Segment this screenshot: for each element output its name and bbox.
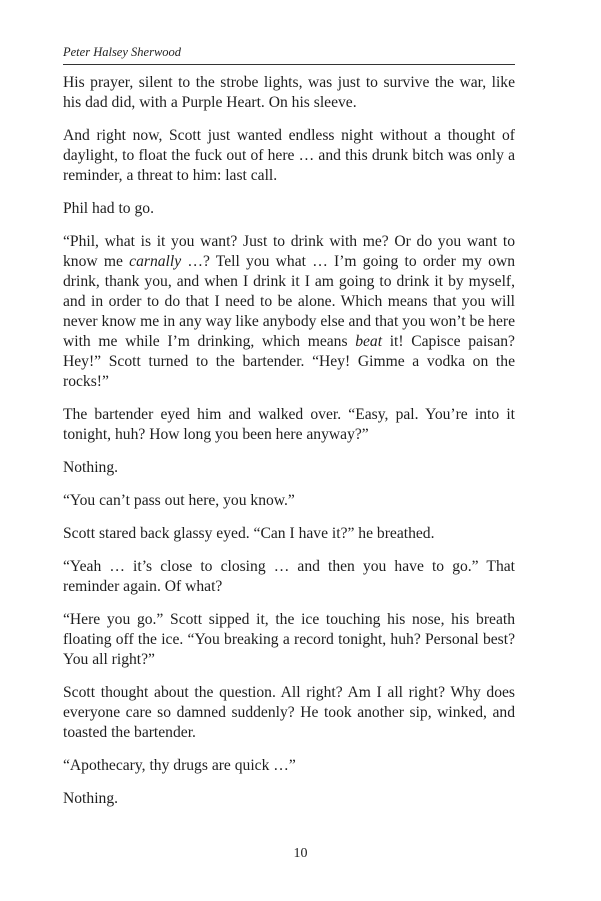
paragraph: The bartender eyed him and walked over. “Easy, pal. You’re into it tonight, huh? How long you been here anyway?” bbox=[63, 406, 515, 443]
paragraph: “Here you go.” Scott sipped it, the ice touching his nose, his breath floating off the ice. “You breaking a record tonight, huh? Personal best? You all right?” bbox=[63, 611, 515, 668]
body-text bbox=[63, 73, 515, 822]
paragraph: His prayer, silent to the strobe lights, was just to survive the war, like his dad did, with a Purple Heart. On his sleeve. bbox=[63, 74, 515, 111]
paragraph: Scott thought about the question. All right? Am I all right? Why does everyone care so damned suddenly? He took another sip, winked, and toasted the bartender. bbox=[63, 684, 515, 741]
paragraph: “Apothecary, thy drugs are quick …” bbox=[63, 757, 296, 774]
paragraph-text: it! Capisce paisan? Hey!” Scott turned to the bartender. “Hey! Gimme a vodka on the rocks!” bbox=[63, 333, 515, 390]
paragraph: Scott stared back glassy eyed. “Can I have it?” he breathed. bbox=[63, 525, 435, 542]
paragraph-text: “Phil, what is it you want? Just to drink with me? Or do you want to know me bbox=[63, 233, 515, 270]
page-number: 10 bbox=[293, 846, 308, 861]
paragraph: Phil had to go. bbox=[63, 200, 154, 217]
paragraph: Nothing. bbox=[63, 459, 119, 476]
paragraph: “You can’t pass out here, you know.” bbox=[63, 492, 295, 509]
paragraph: Nothing. bbox=[63, 790, 119, 807]
paragraph: And right now, Scott just wanted endless night without a thought of daylight, to float the fuck out of here … and this drunk bitch was only a reminder, a threat to him: last call. bbox=[63, 127, 515, 184]
running-head: Peter Halsey Sherwood bbox=[63, 45, 182, 59]
paragraph: “Yeah … it’s close to closing … and then you have to go.” That reminder again. Of what? bbox=[63, 558, 515, 595]
paragraph-text: …? Tell you what … I’m going to order my own drink, thank you, and when I drink it I am going to drink it by myself, and in order to do that I need to be alone. Which means that you will never know me in any way like anybody else and that you won’t be here with me while I’m drinking, which means bbox=[63, 253, 516, 350]
paragraph bbox=[63, 232, 515, 392]
emphasis-text: beat bbox=[355, 333, 383, 350]
header-rule bbox=[63, 64, 515, 65]
emphasis-text: carnally bbox=[129, 253, 182, 270]
